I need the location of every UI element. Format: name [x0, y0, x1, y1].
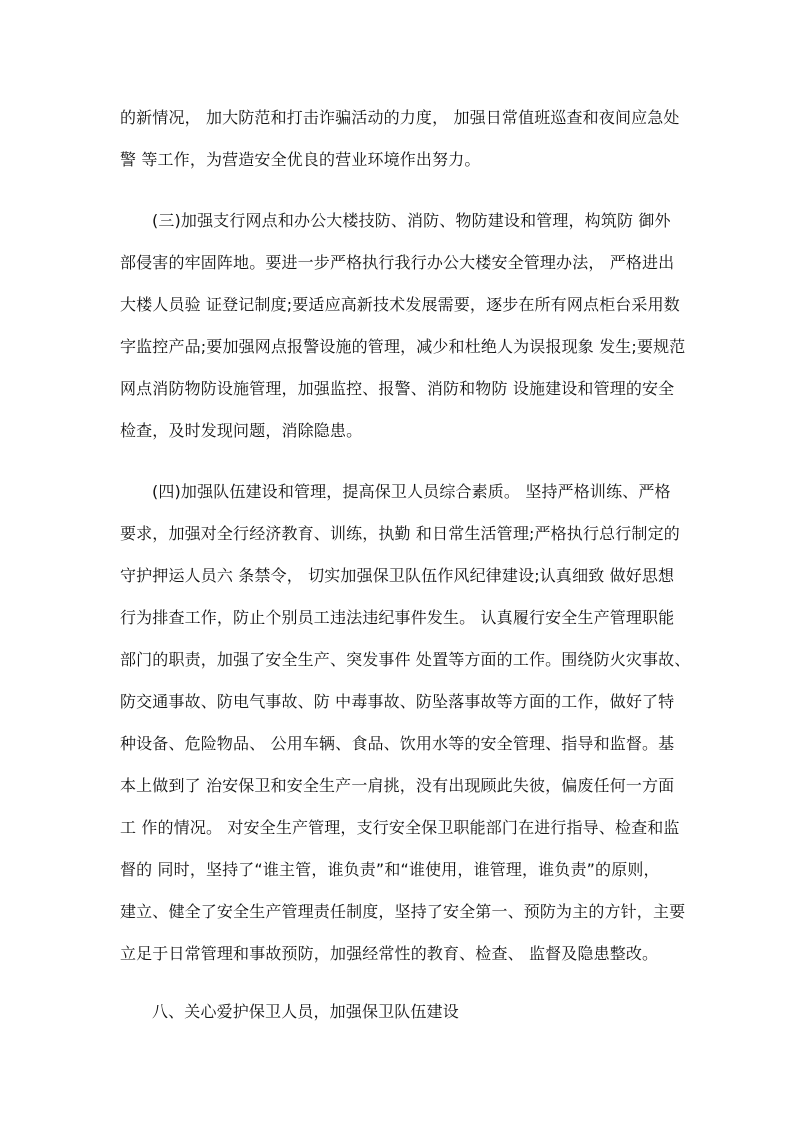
text-line: 种设备、危险物品、 公用车辆、食品、饮用水等的安全管理、指导和监督。基	[120, 734, 675, 753]
text-line: 字监控产品;要加强网点报警设施的管理，减少和杜绝人为误报现象 发生;要规范	[120, 337, 686, 356]
text-line: 部门的职责，加强了安全生产、突发事件 处置等方面的工作。围绕防火灾事故、	[120, 650, 691, 669]
text-line: 工 作的情况。 对安全生产管理，支行安全保卫职能部门在进行指导、检查和监	[120, 818, 680, 837]
text-line: 守护押运人员六 条禁令， 切实加强保卫队伍作风纪律建设;认真细致 做好思想	[120, 566, 675, 585]
text-line: 检查，及时发现问题，消除隐患。	[120, 421, 363, 440]
text-line: 要求，加强对全行经济教育、训练，执勤 和日常生活管理;严格执行总行制定的	[120, 524, 680, 543]
paragraph-3-first-line: (三)加强支行网点和办公大楼技防、消防、物防建设和管理，构筑防 御外	[152, 211, 671, 230]
text-line: 大楼人员验 证登记制度;要适应高新技术发展需要，逐步在所有网点柜台采用数	[120, 295, 680, 314]
text-line: 行为排查工作，防止个别员工违法违纪事件发生。 认真履行安全生产管理职能	[120, 608, 675, 627]
text-line: 的新情况， 加大防范和打击诈骗活动的力度， 加强日常值班巡查和夜间应急处	[120, 108, 680, 127]
text-line: 防交通事故、防电气事故、防 中毒事故、防坠落事故等方面的工作，做好了特	[120, 692, 675, 711]
paragraph-4-first-line: (四)加强队伍建设和管理，提高保卫人员综合素质。 坚持严格训练、严格	[152, 482, 671, 501]
text-line: 网点消防物防设施管理，加强监控、报警、消防和物防 设施建设和管理的安全	[120, 379, 675, 398]
section-8-heading: 八、关心爱护保卫人员，加强保卫队伍建设	[152, 1002, 459, 1021]
text-line: 督的 同时，坚持了“谁主管，谁负责”和“谁使用，谁管理，谁负责”的原则，	[120, 860, 660, 879]
text-line: 立足于日常管理和事故预防，加强经常性的教育、检查、 监督及隐患整改。	[120, 944, 659, 963]
text-line: 部侵害的牢固阵地。要进一步严格执行我行办公大楼安全管理办法， 严格进出	[120, 253, 675, 272]
text-line: 建立、健全了安全生产管理责任制度，坚持了安全第一、预防为主的方针，主要	[120, 902, 686, 921]
text-line: 本上做到了 治安保卫和安全生产一肩挑，没有出现顾此失彼，偏废任何一方面	[120, 776, 675, 795]
text-line: 警 等工作，为营造安全优良的营业环境作出努力。	[120, 150, 481, 169]
